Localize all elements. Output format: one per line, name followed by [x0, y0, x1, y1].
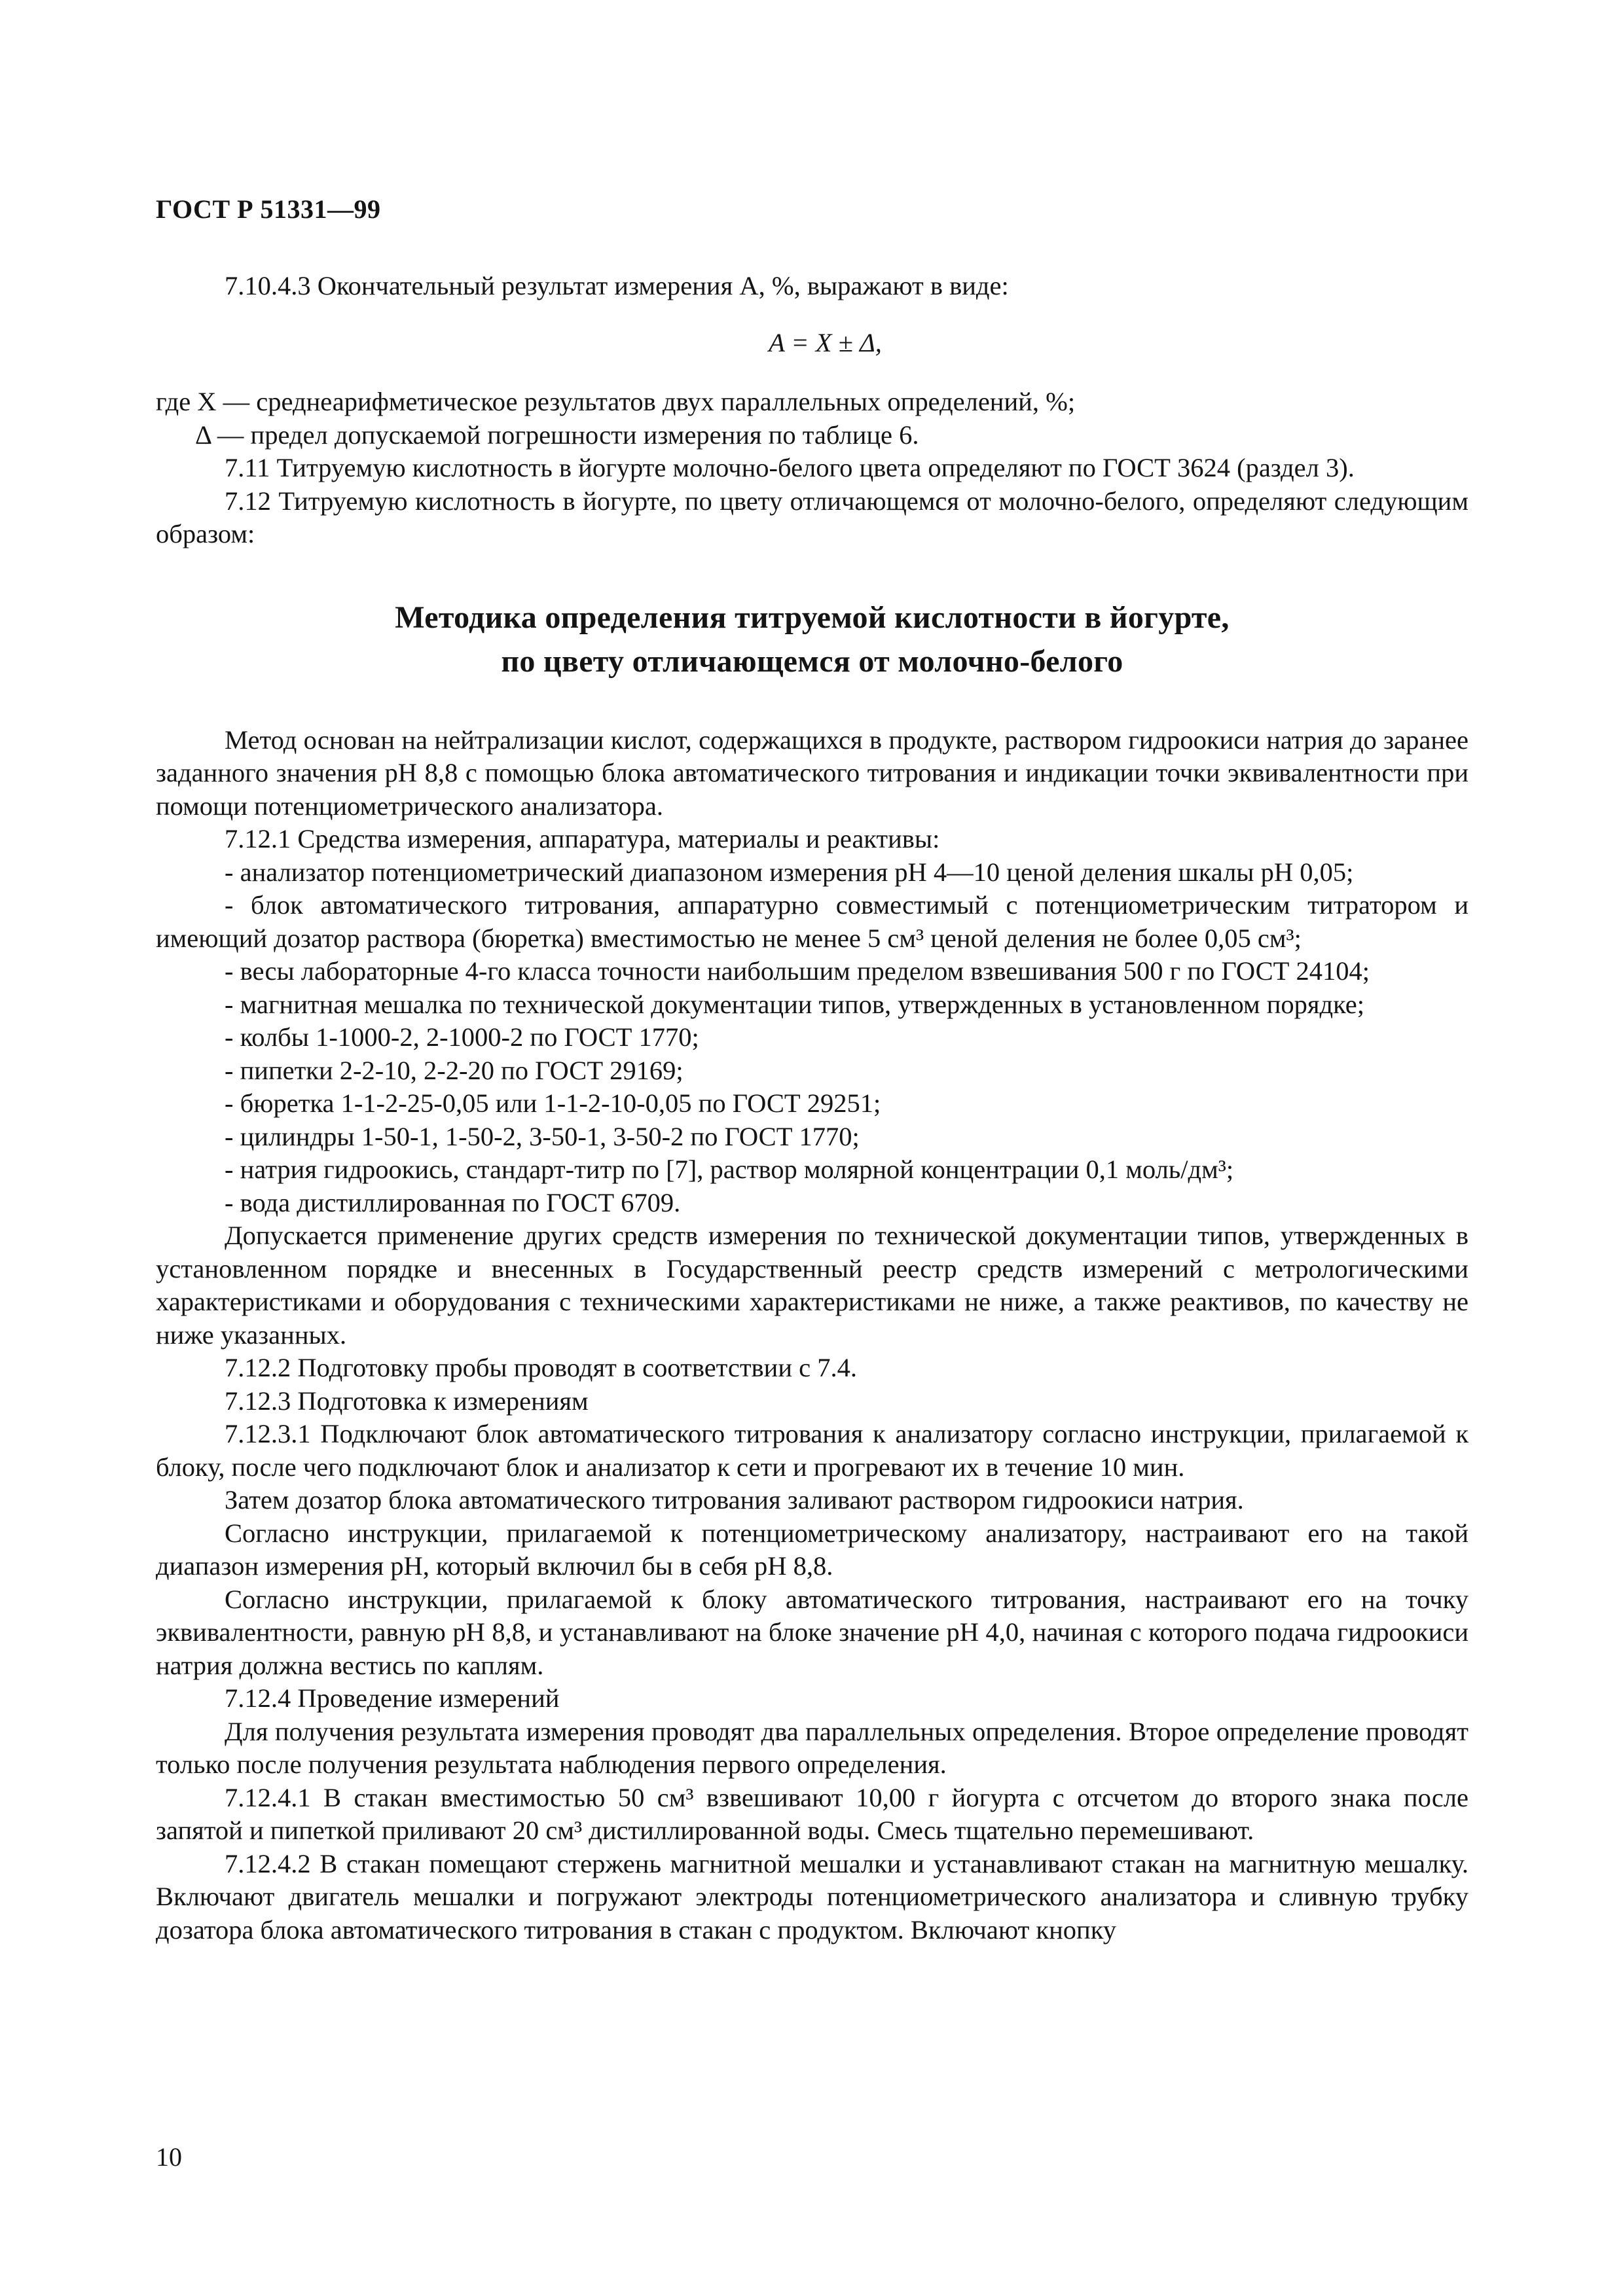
paragraph: 7.12.1 Средства измерения, аппаратура, материалы и реактивы:	[225, 824, 940, 853]
paragraph: Допускается применение других средств измерения по технической документации типов, утвержденных в установленном порядке и внесенных в Государственный реестр средств измерений с метрологическими характеристиками и оборудования с техническими характеристиками не ниже, а также реактивов, по качеству не ниже указанных.	[156, 1221, 1468, 1350]
paragraph: Согласно инструкции, прилагаемой к блоку автоматического титрования, настраивают его на точку эквивалентности, равную pH 8,8, и устанавливают на блоке значение pH 4,0, начиная с которого подача гидроокиси натрия должна вестись по каплям.	[156, 1584, 1468, 1680]
paragraph: 7.10.4.3 Окончательный результат измерения A, %, выражают в виде:	[225, 271, 1009, 300]
paragraph: 7.12.4 Проведение измерений	[225, 1683, 560, 1713]
list-item: - пипетки 2-2-10, 2-2-20 по ГОСТ 29169;	[225, 1055, 684, 1085]
list-item: - вода дистиллированная по ГОСТ 6709.	[225, 1187, 681, 1217]
paragraph: 7.12.3 Подготовка к измерениям	[225, 1386, 589, 1416]
paragraph: Затем дозатор блока автоматического титрования заливают раствором гидроокиси натрия.	[225, 1485, 1244, 1515]
document-header: ГОСТ Р 51331—99	[156, 194, 381, 224]
list-item: - цилиндры 1-50-1, 1-50-2, 3-50-1, 3-50-2 по ГОСТ 1770;	[225, 1121, 860, 1151]
paragraph: 7.11 Титруемую кислотность в йогурте молочно-белого цвета определяют по ГОСТ 3624 (раздел 3).	[225, 453, 1355, 482]
document-body	[156, 270, 1468, 1946]
list-item: - магнитная мешалка по технической документации типов, утвержденных в установленном порядке;	[225, 989, 1365, 1019]
paragraph: 7.12.2 Подготовку пробы проводят в соответствии с 7.4.	[225, 1353, 857, 1382]
list-item: - колбы 1-1000-2, 2-1000-2 по ГОСТ 1770;	[225, 1022, 699, 1052]
section-title-line: Методика определения титруемой кислотности в йогурте,	[395, 600, 1230, 635]
list-item: - натрия гидроокись, стандарт-титр по [7], раствор молярной концентрации 0,1 моль/дм³;	[225, 1155, 1234, 1184]
list-item: - бюретка 1-1-2-25-0,05 или 1-1-2-10-0,05 по ГОСТ 29251;	[225, 1088, 881, 1118]
page-number: 10	[156, 2142, 182, 2172]
paragraph: 7.12.3.1 Подключают блок автоматического титрования к анализатору согласно инструкции, прилагаемой к блоку, после чего подключают блок и анализатор к сети и прогревают их в течение 10 мин.	[156, 1419, 1468, 1482]
section-title	[156, 596, 1468, 683]
list-item: - анализатор потенциометрический диапазоном измерения pH 4—10 ценой деления шкалы pH 0,05;	[225, 857, 1354, 887]
paragraph: где X — среднеарифметическое результатов двух параллельных определений, %;	[156, 387, 1076, 416]
paragraph: Согласно инструкции, прилагаемой к потенциометрическому анализатору, настраивают его на такой диапазон измерения pH, который включил бы в себя pH 8,8.	[156, 1518, 1468, 1581]
section-title-line: по цвету отличающемся от молочно-белого	[501, 643, 1123, 679]
paragraph: Δ — предел допускаемой погрешности измерения по таблице 6.	[195, 420, 919, 450]
list-item: - блок автоматического титрования, аппаратурно совместимый с потенциометрическим титратором и имеющий дозатор раствора (бюретка) вместимостью не менее 5 см³ ценой деления не более 0,05 см³;	[156, 890, 1468, 953]
paragraph: 7.12.4.1 В стакан вместимостью 50 см³ взвешивают 10,00 г йогурта с отсчетом до второго знака после запятой и пипеткой приливают 20 см³ дистиллированной воды. Смесь тщательно перемешивают.	[156, 1782, 1468, 1845]
paragraph: 7.12 Титруемую кислотность в йогурте, по цвету отличающемся от молочно-белого, определяют следующим образом:	[156, 486, 1468, 548]
paragraph: Метод основан на нейтрализации кислот, содержащихся в продукте, раствором гидроокиси натрия до заранее заданного значения pH 8,8 с помощью блока автоматического титрования и индикации точки эквивалентности при помощи потенциометрического анализатора.	[156, 725, 1468, 821]
list-item: - весы лабораторные 4-го класса точности наибольшим пределом взвешивания 500 г по ГОСТ 24104;	[225, 956, 1370, 986]
formula: A = X ± Δ,	[769, 327, 882, 357]
paragraph: 7.12.4.2 В стакан помещают стержень магнитной мешалки и устанавливают стакан на магнитную мешалку. Включают двигатель мешалки и погружают электроды потенциометрического анализатора и сливную трубку дозатора блока автоматического титрования в стакан с продуктом. Включают кнопку	[156, 1848, 1468, 1945]
paragraph: Для получения результата измерения проводят два параллельных определения. Второе определение проводят только после получения результата наблюдения первого определения.	[156, 1716, 1468, 1779]
